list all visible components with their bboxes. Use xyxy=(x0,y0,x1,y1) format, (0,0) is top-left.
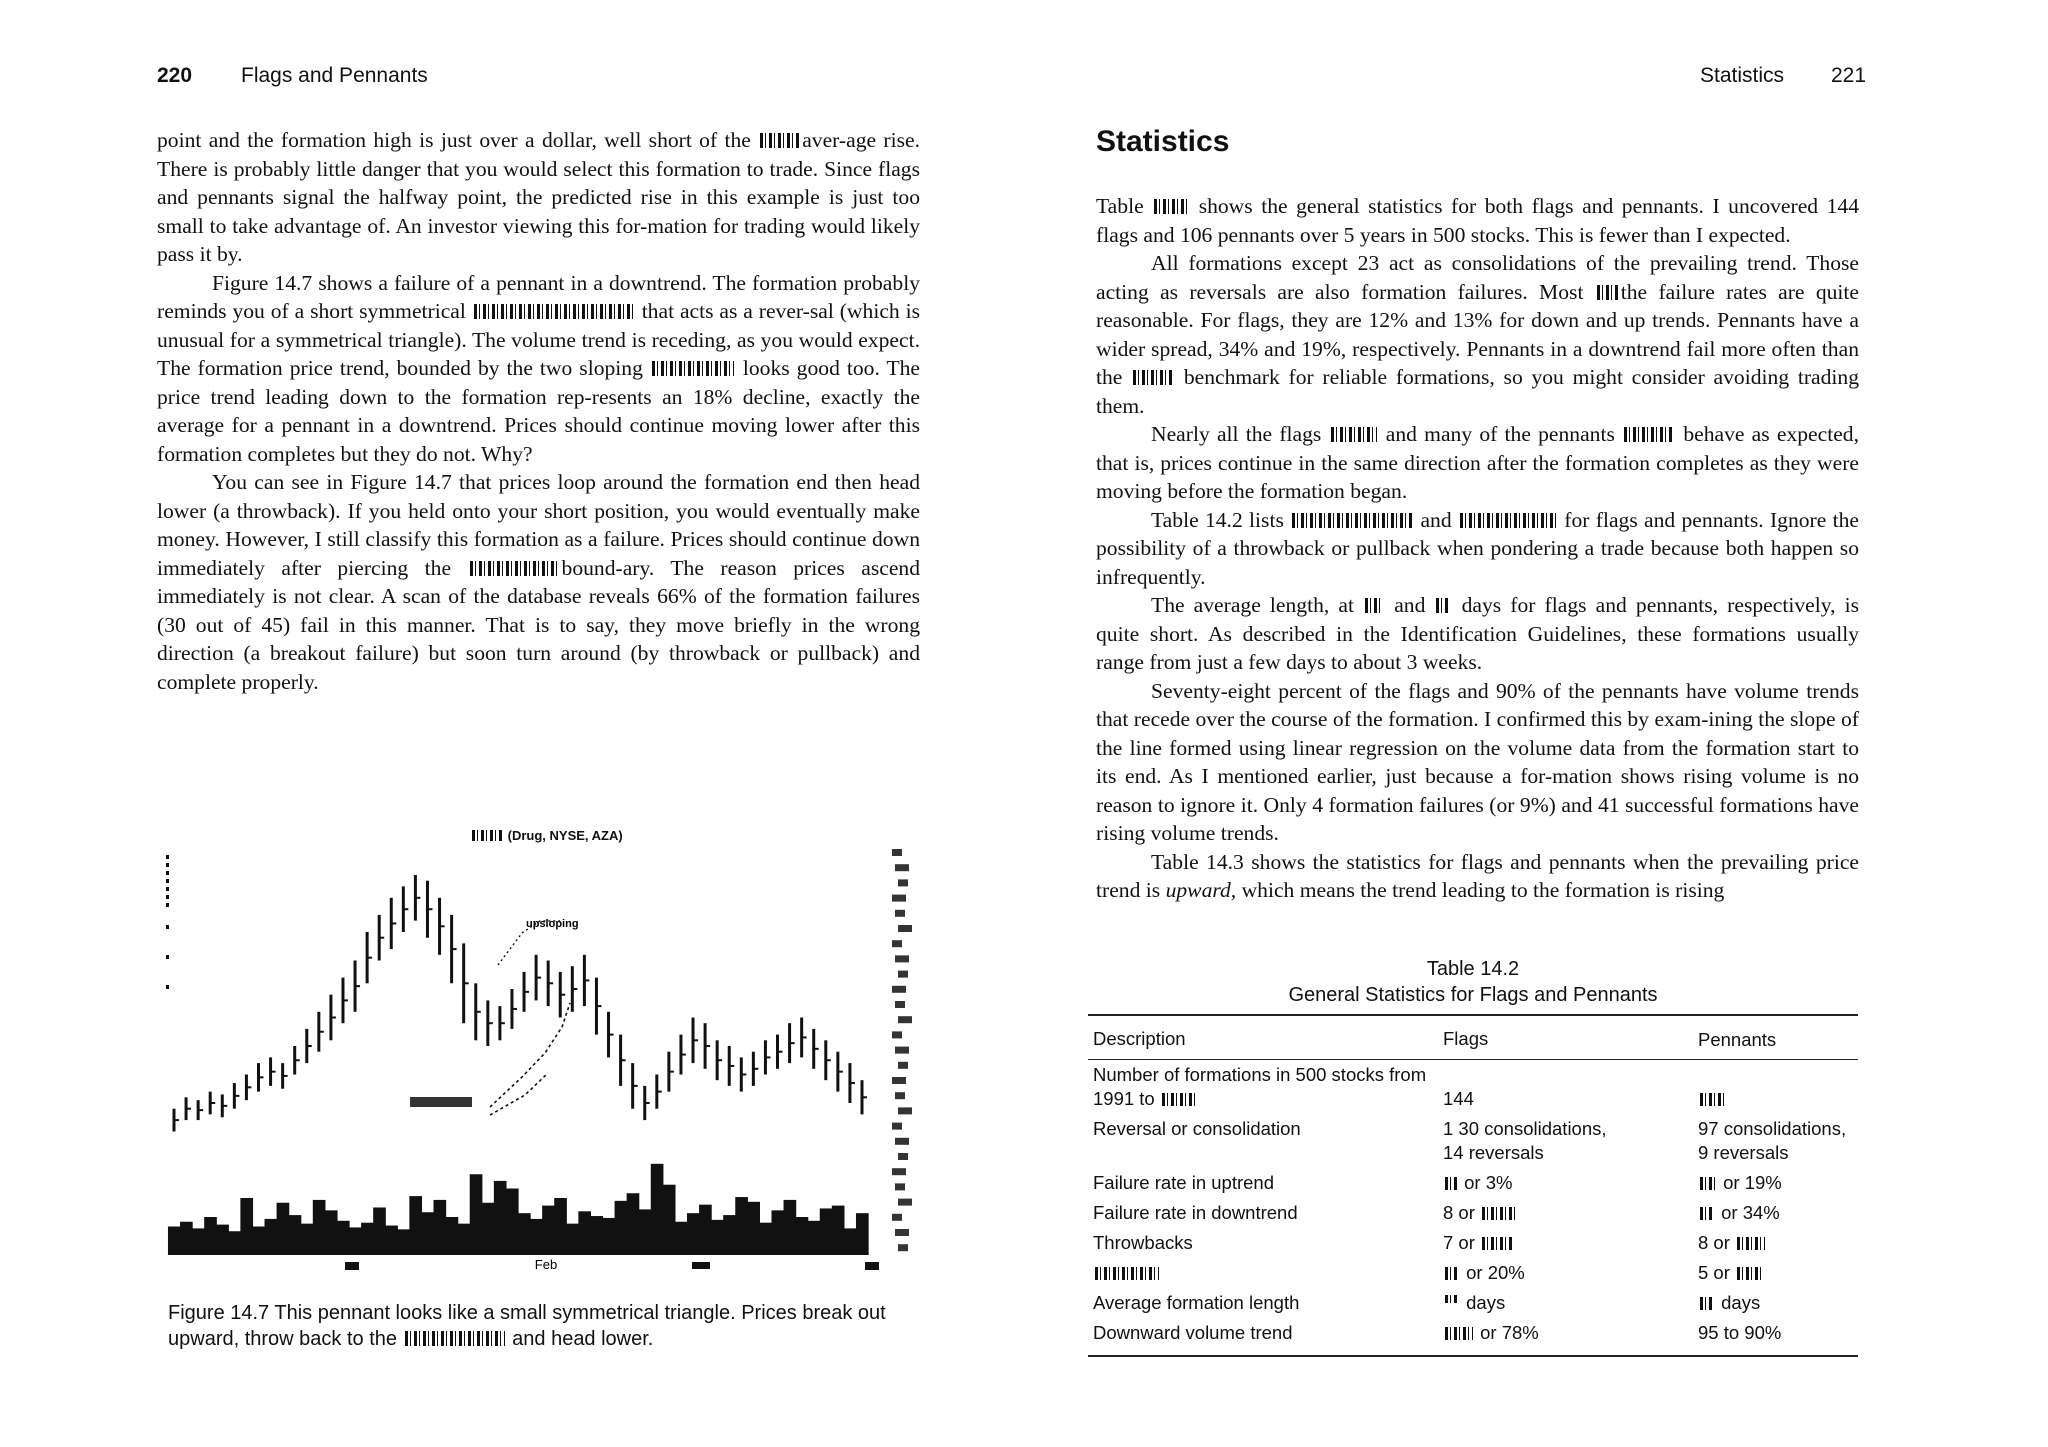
paragraph: point and the formation high is just over a dollar, well short of the aver-age rise. There is probably little danger that you would select this formation to trade. Since flags and pennants signal the halfway point, the predicted rise in this example is just too small to take advantage of. An investor viewing this for-mation for trading would likely pass it by. xyxy=(157,128,920,266)
axis-label-illegible xyxy=(892,986,906,993)
volume-bar xyxy=(446,1217,459,1255)
illegible-text xyxy=(1095,1267,1159,1280)
axis-tick xyxy=(166,985,169,989)
table-cell: or 19% xyxy=(1693,1168,1858,1198)
axis-label-illegible xyxy=(895,1183,905,1190)
right-body-text xyxy=(1096,192,1859,905)
volume-bar xyxy=(180,1222,193,1255)
volume-bar xyxy=(397,1229,410,1255)
illegible-text xyxy=(652,361,734,376)
axis-label-illegible xyxy=(895,1001,905,1008)
axis-label-illegible xyxy=(892,849,902,856)
axis-tick xyxy=(166,863,169,867)
paragraph: Figure 14.7 shows a failure of a pennant in a downtrend. The formation probably reminds you of a short symmetrical that acts as a rever-sal (which is unusual for a symmetrical triangle). The volume trend is receding, as you would expect. The formation price trend, bounded by the two sloping looks good too. The price trend leading down to the formation rep-resents an 18% decline, exactly the average for a pennant in a downtrend. Prices should continue moving lower after this formation completes but they do not. Why? xyxy=(157,270,921,466)
axis-label-illegible xyxy=(898,925,912,932)
volume-bar xyxy=(566,1224,579,1255)
volume-bar xyxy=(289,1215,302,1255)
volume-bar xyxy=(434,1200,447,1255)
illegible-text xyxy=(470,561,560,576)
volume-bar xyxy=(482,1203,495,1255)
volume-bar xyxy=(784,1200,797,1255)
volume-bar xyxy=(313,1200,326,1255)
price-bars xyxy=(174,875,867,1132)
illegible-text xyxy=(1133,370,1173,385)
volume-bar xyxy=(470,1174,483,1255)
table-caption xyxy=(1088,956,1858,1008)
month-label-illegible xyxy=(865,1262,879,1270)
statistics-table xyxy=(1088,1014,1858,1357)
volume-bar xyxy=(192,1228,205,1255)
axis-label-illegible xyxy=(898,1199,912,1206)
illegible-text xyxy=(760,133,800,148)
volume-bar xyxy=(385,1226,398,1255)
volume-bar xyxy=(494,1181,507,1255)
axis-label-illegible xyxy=(895,955,909,962)
table-cell xyxy=(1088,1258,1438,1288)
table-cell: 144 xyxy=(1443,1088,1474,1109)
axis-tick xyxy=(166,903,169,907)
illegible-text xyxy=(1460,513,1556,528)
volume-bar xyxy=(675,1222,688,1255)
illegible-text xyxy=(1737,1267,1761,1280)
volume-bar xyxy=(735,1197,748,1255)
table-row xyxy=(1088,1114,1858,1168)
table-cell: 5 or xyxy=(1693,1258,1858,1288)
volume-bar xyxy=(747,1202,760,1255)
illegible-text xyxy=(1700,1207,1714,1220)
illegible-text xyxy=(1331,427,1377,442)
table-cell: or 20% xyxy=(1438,1258,1693,1288)
illegible-text xyxy=(1162,1093,1198,1106)
axis-tick xyxy=(166,855,169,859)
month-label-illegible xyxy=(692,1262,710,1269)
paragraph: Table shows the general statistics for both flags and pennants. I uncovered 144 flags and 106 pennants over 5 years in 500 stocks. This is fewer than I expected. xyxy=(1096,194,1859,247)
axis-label-illegible xyxy=(895,1047,909,1054)
illegible-text xyxy=(1445,1177,1457,1190)
table-row xyxy=(1088,1228,1858,1258)
volume-bar xyxy=(277,1203,290,1255)
volume-bar xyxy=(361,1223,374,1255)
axis-label-illegible xyxy=(892,1031,902,1038)
volume-bar xyxy=(808,1221,821,1255)
volume-bar xyxy=(325,1210,338,1255)
illegible-text xyxy=(1445,1327,1473,1340)
table-title: General Statistics for Flags and Pennants xyxy=(1288,984,1658,1006)
table-row xyxy=(1088,1168,1858,1198)
axis-label-illegible xyxy=(892,1168,906,1175)
right-running-head: Statistics xyxy=(1700,64,1785,87)
table-number: Table 14.2 xyxy=(1426,958,1520,980)
section-heading: Statistics xyxy=(1096,125,1230,158)
axis-label-illegible xyxy=(895,910,905,917)
illegible-text xyxy=(1292,513,1412,528)
table-cell: days xyxy=(1693,1288,1858,1318)
left-axis-ticks xyxy=(166,855,169,989)
paragraph: Seventy-eight percent of the flags and 90% of the pennants have volume trends that recede over the course of the formation. I confirmed this by exam-ining the slope of the line formed using linear regression on the volume data from the formation start to its end. As I mentioned earlier, just because a for-mation shows rising volume is no reason to ignore it. Only 4 formation failures (or 9%) and 41 successful formations have rising volume trends. xyxy=(1096,678,1859,845)
axis-tick xyxy=(166,871,169,875)
month-label-illegible xyxy=(345,1262,359,1270)
right-page-number: 221 xyxy=(1831,64,1867,87)
axis-tick xyxy=(166,925,169,929)
illegible-text xyxy=(1700,1297,1714,1310)
lower-trendline xyxy=(490,1073,548,1115)
axis-label-illegible xyxy=(898,1153,908,1160)
volume-bar xyxy=(663,1185,676,1255)
figure-caption: Figure 14.7 This pennant looks like a small symmetrical triangle. Prices break out upward, throw back to the and head lower. xyxy=(168,1302,886,1350)
volume-bar xyxy=(796,1217,809,1255)
volume-bar xyxy=(759,1223,772,1255)
table-cell: Throwbacks xyxy=(1093,1232,1193,1253)
volume-bar xyxy=(639,1209,652,1255)
volume-bar xyxy=(301,1224,314,1255)
volume-bar xyxy=(458,1224,471,1255)
illegible-text xyxy=(1482,1237,1512,1250)
left-running-head: Flags and Pennants xyxy=(241,64,428,87)
axis-label-illegible xyxy=(898,971,908,978)
month-label-feb: Feb xyxy=(534,1257,558,1272)
volume-bar xyxy=(627,1193,640,1255)
volume-bar xyxy=(373,1208,386,1256)
column-header: Description xyxy=(1088,1015,1438,1060)
volume-bar xyxy=(530,1219,543,1255)
axis-label-illegible xyxy=(898,1244,908,1251)
volume-bar xyxy=(711,1220,724,1255)
table-cell: 8 or xyxy=(1693,1228,1858,1258)
illegible-text xyxy=(1445,1267,1459,1280)
axis-label-illegible xyxy=(895,1138,909,1145)
illegible-label xyxy=(410,1097,472,1107)
upper-trendline xyxy=(490,1003,570,1107)
volume-bar xyxy=(542,1206,555,1255)
table-cell: 95 to 90% xyxy=(1693,1318,1858,1356)
table-cell: or 3% xyxy=(1438,1168,1693,1198)
illegible-text xyxy=(1482,1207,1516,1220)
paragraph: The average length, at and days for flags and pennants, respectively, is quite short. As described in the Identification Guidelines, these formations usually range from just a few days to about 3 weeks. xyxy=(1096,593,1859,674)
volume-bar xyxy=(820,1208,833,1255)
axis-label-illegible xyxy=(892,1077,906,1084)
axis-label-illegible xyxy=(895,864,909,871)
axis-tick xyxy=(166,895,169,899)
table-cell: Number of formations in 500 stocks from 1991 to xyxy=(1093,1064,1427,1109)
table-row xyxy=(1088,1060,1858,1115)
volume-bar xyxy=(337,1221,350,1255)
illegible-text xyxy=(1700,1177,1716,1190)
illegible-text xyxy=(474,304,634,319)
left-page-number: 220 xyxy=(157,64,193,87)
table-cell: or 78% xyxy=(1438,1318,1693,1356)
table-cell: days xyxy=(1438,1288,1693,1318)
table-cell: Failure rate in downtrend xyxy=(1093,1202,1298,1223)
volume-bar xyxy=(252,1227,265,1256)
illegible-text xyxy=(1624,427,1674,442)
volume-bar xyxy=(832,1206,845,1255)
volume-bar xyxy=(856,1213,869,1255)
volume-bar xyxy=(216,1225,229,1255)
axis-tick xyxy=(166,879,169,883)
left-body-text xyxy=(157,126,920,696)
volume-bar xyxy=(265,1219,278,1255)
table-row xyxy=(1088,1198,1858,1228)
chart-title: (Drug, NYSE, AZA) xyxy=(470,828,623,843)
axis-label-illegible xyxy=(898,1107,912,1114)
volume-bar xyxy=(615,1201,628,1255)
volume-bar xyxy=(771,1210,784,1255)
table-cell: or 34% xyxy=(1693,1198,1858,1228)
volume-bar xyxy=(349,1227,362,1255)
table-row xyxy=(1088,1318,1858,1356)
volume-bar xyxy=(554,1198,567,1255)
axis-label-illegible xyxy=(892,1123,902,1130)
volume-bar xyxy=(578,1211,591,1255)
axis-label-illegible xyxy=(898,879,908,886)
axis-label-illegible xyxy=(898,1062,908,1069)
volume-bar xyxy=(602,1218,615,1255)
table-cell: 1 30 consolidations, 14 reversals xyxy=(1443,1118,1607,1163)
volume-bar xyxy=(168,1227,181,1256)
table-row xyxy=(1088,1288,1858,1318)
axis-tick xyxy=(166,887,169,891)
table-cell: Reversal or consolidation xyxy=(1093,1118,1301,1139)
right-axis-labels xyxy=(892,849,912,1251)
volume-bar xyxy=(723,1215,736,1255)
axis-label-illegible xyxy=(895,1092,905,1099)
axis-label-illegible xyxy=(892,895,906,902)
axis-label-illegible xyxy=(892,1214,902,1221)
paragraph: Table 14.2 lists and for flags and pennants. Ignore the possibility of a throwback or pullback when pondering a trade because both happen so infrequently. xyxy=(1096,507,1860,589)
price-volume-chart xyxy=(150,835,940,1275)
paragraph: You can see in Figure 14.7 that prices loop around the formation end then head lower (a throwback). If you held onto your short position, you would eventually make money. However, I still classify this formation as a failure. Prices should continue down immediately after piercing the bound-ary. The reason prices ascend immediately is not clear. A scan of the database reveals 66% of the formation failures (30 out of 45) fail in this manner. That is to say, they move briefly in the wrong direction (a breakout failure) but soon turn around (by throwback or pullback) and complete properly. xyxy=(157,470,921,694)
illegible-text xyxy=(405,1331,505,1346)
table-cell xyxy=(1693,1060,1858,1115)
volume-bar xyxy=(699,1205,712,1255)
column-header: Pennants xyxy=(1693,1015,1858,1060)
table-cell: Downward volume trend xyxy=(1088,1318,1438,1356)
illegible-text xyxy=(1597,285,1619,300)
illegible-text xyxy=(1154,199,1188,214)
table-cell: Average formation length xyxy=(1093,1292,1300,1313)
volume-bar xyxy=(687,1213,700,1255)
volume-bars xyxy=(168,1164,869,1255)
callout-label: upsloping xyxy=(526,918,579,930)
column-header: Flags xyxy=(1438,1015,1693,1060)
axis-label-illegible xyxy=(895,1229,909,1236)
illegible-text xyxy=(1737,1237,1765,1250)
paragraph: Table 14.3 shows the statistics for flags and pennants when the prevailing price trend is upward, which means the trend leading to the formation is rising xyxy=(1096,849,1859,902)
volume-bar xyxy=(228,1231,241,1255)
paragraph: Nearly all the flags and many of the pennants behave as expected, that is, prices continue in the same direction after the formation completes as they were moving before the formation began. xyxy=(1096,422,1860,503)
volume-bar xyxy=(421,1212,434,1255)
table-header-row xyxy=(1088,1015,1858,1060)
volume-bar xyxy=(518,1213,531,1255)
illegible-text xyxy=(1365,598,1383,613)
volume-bar xyxy=(409,1196,422,1255)
volume-bar xyxy=(590,1216,603,1255)
axis-label-illegible xyxy=(898,1016,912,1023)
axis-label-illegible xyxy=(892,940,902,947)
table-cell: 7 or xyxy=(1438,1228,1693,1258)
volume-bar xyxy=(204,1217,217,1255)
paragraph: All formations except 23 act as consolidations of the prevailing trend. Those acting as reversals are also formation failures. Most the failure rates are quite reasonable. For flags, they are 12% and 13% for down and up trends. Pennants have a wider spread, 34% and 19%, respectively. Pennants in a downtrend fail more often than the benchmark for reliable formations, so you might consider avoiding trading them. xyxy=(1096,251,1859,418)
volume-bar xyxy=(240,1198,253,1255)
table-cell: 8 or xyxy=(1438,1198,1693,1228)
volume-bar xyxy=(651,1164,664,1255)
axis-tick xyxy=(166,955,169,959)
volume-bar xyxy=(844,1228,857,1255)
table-cell: 97 consolidations, 9 reversals xyxy=(1698,1118,1847,1163)
illegible-text xyxy=(1700,1093,1726,1106)
table-cell: Failure rate in uptrend xyxy=(1093,1172,1274,1193)
table-row xyxy=(1088,1258,1858,1288)
illegible-text xyxy=(1445,1295,1459,1303)
illegible-text xyxy=(1436,598,1450,613)
volume-bar xyxy=(506,1189,519,1256)
